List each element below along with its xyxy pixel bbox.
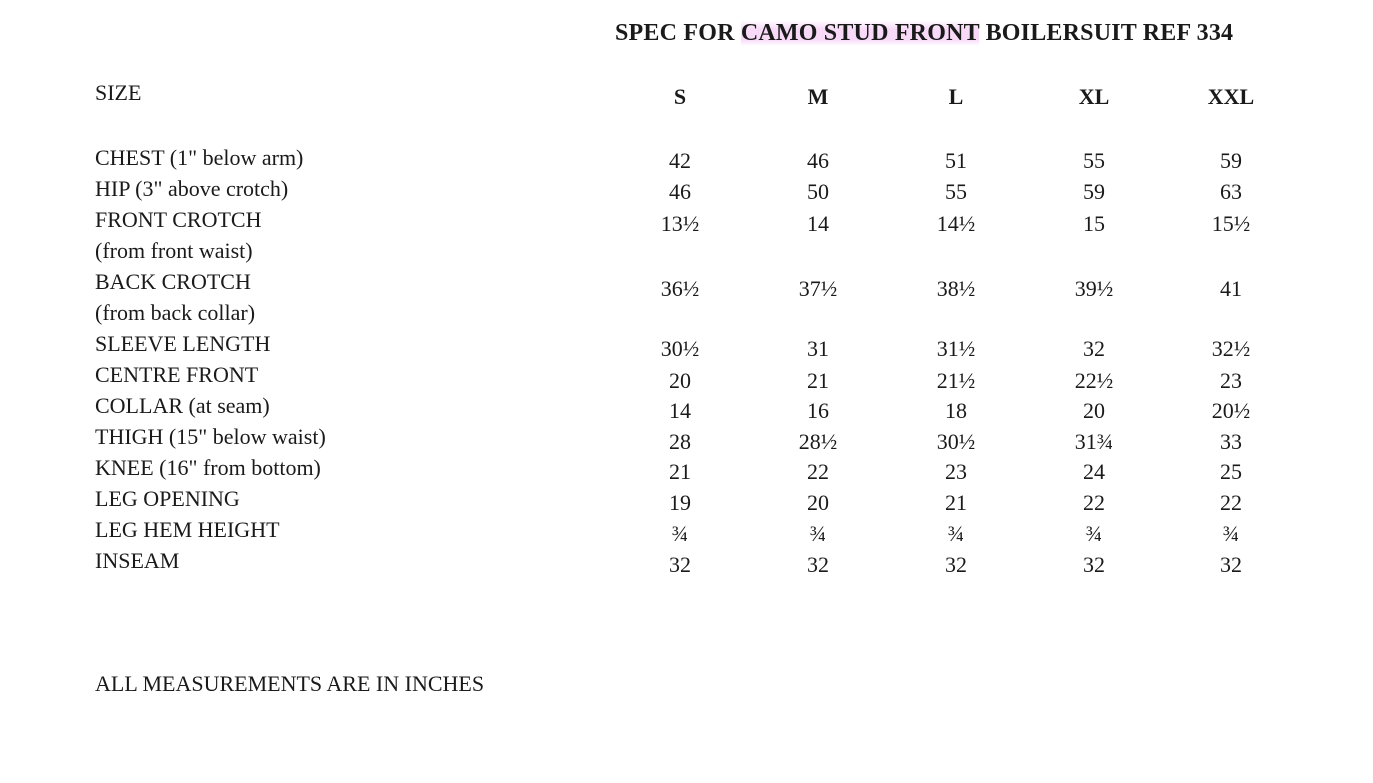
measurement-cell: 31¾ bbox=[1074, 429, 1114, 454]
measurement-cell: 20 bbox=[1083, 398, 1105, 423]
measurement-cell: 22 bbox=[807, 459, 829, 484]
measurement-cell: 24 bbox=[1083, 459, 1105, 484]
row-label bbox=[95, 176, 288, 202]
measurement-cell: 32 bbox=[669, 552, 691, 577]
row-label-text: CHEST (1" below arm) bbox=[95, 145, 304, 170]
measurement-cell: 21½ bbox=[936, 368, 976, 393]
measurement-cell: 18 bbox=[945, 398, 967, 423]
measurement-cell: 19 bbox=[669, 490, 691, 515]
measurement-cell: 20 bbox=[807, 490, 829, 515]
row-label bbox=[95, 331, 270, 357]
title-prefix: SPEC FOR bbox=[615, 20, 741, 46]
measurement-cell: 23 bbox=[945, 459, 967, 484]
size-header-xl: XL bbox=[1078, 84, 1110, 109]
measurement-cell: 25 bbox=[1220, 459, 1242, 484]
size-header-l: L bbox=[948, 84, 964, 109]
measurement-cell: 32 bbox=[945, 552, 967, 577]
measurement-cell: 30½ bbox=[660, 336, 700, 361]
measurement-cell: 15½ bbox=[1211, 211, 1251, 236]
measurement-cell: 63 bbox=[1220, 179, 1242, 204]
measurements-note: ALL MEASUREMENTS ARE IN INCHES bbox=[95, 671, 485, 696]
measurement-cell: 23 bbox=[1220, 368, 1242, 393]
title-highlight: CAMO STUD FRONT bbox=[740, 20, 980, 46]
measurement-cell: 46 bbox=[669, 179, 691, 204]
size-header-label: SIZE bbox=[95, 80, 142, 105]
row-label-text: COLLAR (at seam) bbox=[95, 393, 270, 418]
measurement-cell: 22 bbox=[1083, 490, 1105, 515]
row-label bbox=[95, 517, 280, 543]
measurement-cell: 15 bbox=[1083, 211, 1105, 236]
measurement-cell: 37½ bbox=[798, 276, 838, 301]
row-label bbox=[95, 486, 240, 512]
measurement-cell: 32 bbox=[1220, 552, 1242, 577]
measurement-cell: 16 bbox=[807, 398, 829, 423]
row-label-text: THIGH (15" below waist) bbox=[95, 424, 326, 449]
measurement-cell: 42 bbox=[669, 148, 691, 173]
measurement-cell: ¾ bbox=[671, 521, 689, 546]
measurement-cell: 14 bbox=[807, 211, 829, 236]
measurement-cell: 55 bbox=[1083, 148, 1105, 173]
measurement-cell: 21 bbox=[945, 490, 967, 515]
measurement-cell: ¾ bbox=[1085, 521, 1103, 546]
row-label-text: HIP (3" above crotch) bbox=[95, 176, 289, 201]
row-label bbox=[95, 207, 261, 264]
measurement-cell: 30½ bbox=[936, 429, 976, 454]
measurement-cell: 41 bbox=[1220, 276, 1242, 301]
row-label bbox=[95, 145, 303, 171]
size-header-s: S bbox=[673, 84, 687, 109]
measurement-cell: 32½ bbox=[1211, 336, 1251, 361]
measurement-cell: ¾ bbox=[1222, 521, 1240, 546]
row-label bbox=[95, 362, 258, 388]
measurement-cell: 28 bbox=[669, 429, 691, 454]
measurement-cell: 46 bbox=[807, 148, 829, 173]
document-title bbox=[615, 20, 1233, 47]
measurement-cell: 14 bbox=[669, 398, 691, 423]
measurement-cell: 32 bbox=[807, 552, 829, 577]
measurement-cell: 22 bbox=[1220, 490, 1242, 515]
measurement-cell: 50 bbox=[807, 179, 829, 204]
measurement-cell: 21 bbox=[669, 459, 691, 484]
measurement-cell: 33 bbox=[1220, 429, 1242, 454]
measurement-cell: 22½ bbox=[1074, 368, 1114, 393]
measurement-cell: 31½ bbox=[936, 336, 976, 361]
measurement-cell: 28½ bbox=[798, 429, 838, 454]
measurement-cell: ¾ bbox=[947, 521, 965, 546]
measurement-cell: 21 bbox=[807, 368, 829, 393]
row-label bbox=[95, 455, 321, 481]
measurement-cell: 32 bbox=[1083, 336, 1105, 361]
row-label bbox=[95, 269, 255, 326]
measurement-cell: 59 bbox=[1083, 179, 1105, 204]
measurement-cell: 39½ bbox=[1074, 276, 1114, 301]
size-header-m: M bbox=[807, 84, 829, 109]
row-label-text: LEG OPENING bbox=[95, 486, 240, 511]
measurement-cell: 31 bbox=[807, 336, 829, 361]
measurement-cell: 55 bbox=[945, 179, 967, 204]
row-label-text: FRONT CROTCH bbox=[95, 207, 262, 232]
row-label-text: SLEEVE LENGTH bbox=[95, 331, 271, 356]
measurement-cell: 59 bbox=[1220, 148, 1242, 173]
size-header-xxl: XXL bbox=[1207, 84, 1255, 109]
measurement-cell: 32 bbox=[1083, 552, 1105, 577]
row-label-subtext: (from front waist) bbox=[95, 238, 253, 263]
row-label-text: LEG HEM HEIGHT bbox=[95, 517, 280, 542]
measurement-cell: 36½ bbox=[660, 276, 700, 301]
row-label bbox=[95, 424, 326, 450]
measurement-cell: 38½ bbox=[936, 276, 976, 301]
measurement-cell: ¾ bbox=[809, 521, 827, 546]
row-label bbox=[95, 393, 270, 419]
measurement-cell: 20 bbox=[669, 368, 691, 393]
title-suffix: BOILERSUIT REF 334 bbox=[979, 20, 1234, 46]
row-label-text: INSEAM bbox=[95, 548, 180, 573]
row-label-text: CENTRE FRONT bbox=[95, 362, 259, 387]
measurement-cell: 51 bbox=[945, 148, 967, 173]
measurement-cell: 14½ bbox=[936, 211, 976, 236]
row-label bbox=[95, 548, 179, 574]
row-label-subtext: (from back collar) bbox=[95, 300, 256, 325]
row-label-text: KNEE (16" from bottom) bbox=[95, 455, 321, 480]
row-label-text: BACK CROTCH bbox=[95, 269, 251, 294]
measurement-cell: 20½ bbox=[1211, 398, 1251, 423]
measurement-cell: 13½ bbox=[660, 211, 700, 236]
